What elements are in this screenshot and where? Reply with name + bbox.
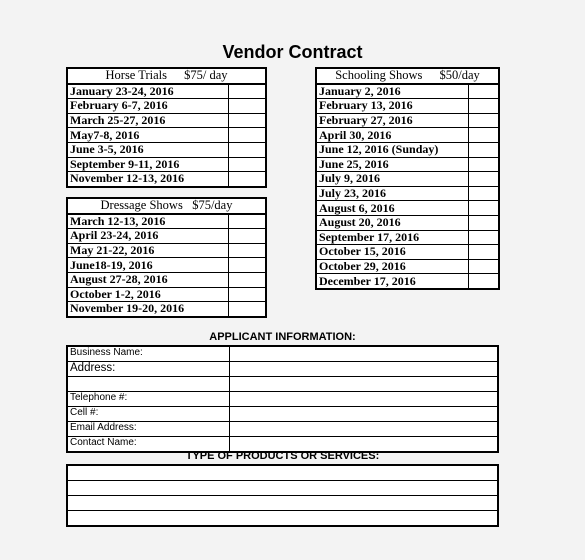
schooling-shows-entry-cell[interactable] [469, 99, 499, 114]
dressage-shows-row [67, 258, 266, 273]
schooling-shows-date: February 27, 2016 [316, 113, 469, 128]
horse-trials-date: May7-8, 2016 [67, 128, 228, 143]
products-line-row [67, 481, 498, 496]
schooling-shows-row [316, 157, 499, 172]
schooling-shows-row [316, 245, 499, 260]
applicant-field-row [67, 392, 498, 407]
schooling-shows-entry-cell[interactable] [469, 259, 499, 274]
dressage-shows-date: June18-19, 2016 [67, 258, 228, 273]
dressage-shows-entry-cell[interactable] [228, 258, 266, 273]
schooling-shows-date: July 9, 2016 [316, 172, 469, 187]
dressage-shows-row [67, 229, 266, 244]
dressage-shows-row [67, 243, 266, 258]
products-line-input[interactable] [67, 465, 498, 481]
horse-trials-header [67, 68, 266, 84]
schooling-shows-entry-cell[interactable] [469, 128, 499, 143]
schooling-shows-date: August 20, 2016 [316, 215, 469, 230]
schooling-shows-row [316, 186, 499, 201]
schooling-shows-entry-cell[interactable] [469, 245, 499, 260]
horse-trials-entry-cell[interactable] [228, 142, 266, 157]
horse-trials-row [67, 142, 266, 157]
applicant-field-label [67, 377, 230, 392]
horse-trials-date: June 3-5, 2016 [67, 142, 228, 157]
applicant-field-label: Address: [67, 362, 230, 377]
dressage-shows-row [67, 302, 266, 317]
schooling-shows-entry-cell[interactable] [469, 157, 499, 172]
products-line-input[interactable] [67, 496, 498, 511]
applicant-field-input[interactable] [230, 422, 498, 437]
schooling-shows-row [316, 259, 499, 274]
applicant-field-row [67, 407, 498, 422]
dressage-shows-entry-cell[interactable] [228, 214, 266, 229]
schooling-shows-entry-cell[interactable] [469, 201, 499, 216]
schooling-shows-row [316, 84, 499, 99]
schooling-shows-row [316, 172, 499, 187]
schooling-shows-date: October 29, 2016 [316, 259, 469, 274]
horse-trials-date: November 12-13, 2016 [67, 172, 228, 187]
schooling-shows-row [316, 113, 499, 128]
horse-trials-row [67, 128, 266, 143]
schooling-shows-date: September 17, 2016 [316, 230, 469, 245]
schooling-shows-entry-cell[interactable] [469, 186, 499, 201]
schooling-shows-entry-cell[interactable] [469, 142, 499, 157]
horse-trials-row [67, 99, 266, 114]
applicant-field-row [67, 346, 498, 362]
products-line-row [67, 465, 498, 481]
products-heading: TYPE OF PRODUCTS OR SERVICES: [185, 450, 380, 462]
schooling-shows-entry-cell[interactable] [469, 215, 499, 230]
schooling-shows-entry-cell[interactable] [469, 230, 499, 245]
schooling-shows-date: December 17, 2016 [316, 274, 469, 289]
dressage-shows-date: May 21-22, 2016 [67, 243, 228, 258]
schooling-shows-row [316, 274, 499, 289]
applicant-field-input[interactable] [230, 362, 498, 377]
schooling-shows-date: October 15, 2016 [316, 245, 469, 260]
dressage-shows-row [67, 214, 266, 229]
schooling-shows-date: February 13, 2016 [316, 99, 469, 114]
schooling-shows-entry-cell[interactable] [469, 274, 499, 289]
products-line-row [67, 511, 498, 527]
applicant-field-row [67, 377, 498, 392]
schooling-shows-date: April 30, 2016 [316, 128, 469, 143]
schooling-shows-date: August 6, 2016 [316, 201, 469, 216]
dressage-shows-table [66, 197, 267, 318]
dressage-shows-header [67, 198, 266, 214]
applicant-field-row [67, 422, 498, 437]
applicant-field-row [67, 362, 498, 377]
schooling-shows-entry-cell[interactable] [469, 84, 499, 99]
schooling-shows-date: June 25, 2016 [316, 157, 469, 172]
dressage-shows-date: March 12-13, 2016 [67, 214, 228, 229]
horse-trials-entry-cell[interactable] [228, 128, 266, 143]
horse-trials-date: September 9-11, 2016 [67, 157, 228, 172]
horse-trials-entry-cell[interactable] [228, 99, 266, 114]
schooling-shows-row [316, 201, 499, 216]
schooling-shows-row [316, 128, 499, 143]
horse-trials-date: January 23-24, 2016 [67, 84, 228, 99]
horse-trials-date: March 25-27, 2016 [67, 113, 228, 128]
schooling-shows-date: June 12, 2016 (Sunday) [316, 142, 469, 157]
schooling-shows-row [316, 215, 499, 230]
schooling-shows-row [316, 142, 499, 157]
products-line-input[interactable] [67, 511, 498, 527]
dressage-shows-label: Dressage Shows $75/day [67, 198, 266, 214]
products-line-row [67, 496, 498, 511]
schooling-shows-table [315, 67, 500, 290]
dressage-shows-entry-cell[interactable] [228, 272, 266, 287]
applicant-field-input[interactable] [230, 377, 498, 392]
schooling-shows-entry-cell[interactable] [469, 172, 499, 187]
schooling-shows-row [316, 230, 499, 245]
dressage-shows-date: November 19-20, 2016 [67, 302, 228, 317]
applicant-info-table [66, 345, 499, 453]
dressage-shows-entry-cell[interactable] [228, 302, 266, 317]
dressage-shows-date: October 1-2, 2016 [67, 287, 228, 302]
dressage-shows-date: April 23-24, 2016 [67, 229, 228, 244]
schooling-shows-row [316, 99, 499, 114]
page-title: Vendor Contract [222, 42, 363, 62]
schooling-shows-entry-cell[interactable] [469, 113, 499, 128]
horse-trials-entry-cell[interactable] [228, 157, 266, 172]
schooling-shows-date: July 23, 2016 [316, 186, 469, 201]
horse-trials-rate: $75/ day [184, 68, 228, 83]
dressage-shows-row [67, 287, 266, 302]
applicant-field-input[interactable] [230, 346, 498, 362]
applicant-field-label: Cell #: [67, 407, 230, 422]
horse-trials-row [67, 84, 266, 99]
products-line-input[interactable] [67, 481, 498, 496]
horse-trials-table [66, 67, 267, 188]
horse-trials-entry-cell[interactable] [228, 84, 266, 99]
dressage-shows-entry-cell[interactable] [228, 243, 266, 258]
horse-trials-row [67, 157, 266, 172]
dressage-shows-row [67, 272, 266, 287]
applicant-field-label: Business Name: [67, 346, 230, 362]
applicant-field-label: Email Address: [67, 422, 230, 437]
applicant-field-label: Telephone #: [67, 392, 230, 407]
horse-trials-entry-cell[interactable] [228, 172, 266, 187]
applicant-heading: APPLICANT INFORMATION: [209, 331, 356, 343]
horse-trials-date: February 6-7, 2016 [67, 99, 228, 114]
dressage-shows-entry-cell[interactable] [228, 287, 266, 302]
dressage-shows-date: August 27-28, 2016 [67, 272, 228, 287]
horse-trials-row [67, 113, 266, 128]
applicant-field-input[interactable] [230, 392, 498, 407]
products-table [66, 464, 499, 527]
schooling-shows-date: January 2, 2016 [316, 84, 469, 99]
schooling-shows-label: Schooling Shows [335, 68, 423, 83]
schooling-shows-rate: $50/day [439, 68, 480, 83]
dressage-shows-entry-cell[interactable] [228, 229, 266, 244]
applicant-field-input[interactable] [230, 407, 498, 422]
horse-trials-row [67, 172, 266, 187]
applicant-field-label: Contact Name: [67, 437, 230, 453]
horse-trials-label: Horse Trials [105, 68, 167, 83]
schooling-shows-header [316, 68, 499, 84]
horse-trials-entry-cell[interactable] [228, 113, 266, 128]
